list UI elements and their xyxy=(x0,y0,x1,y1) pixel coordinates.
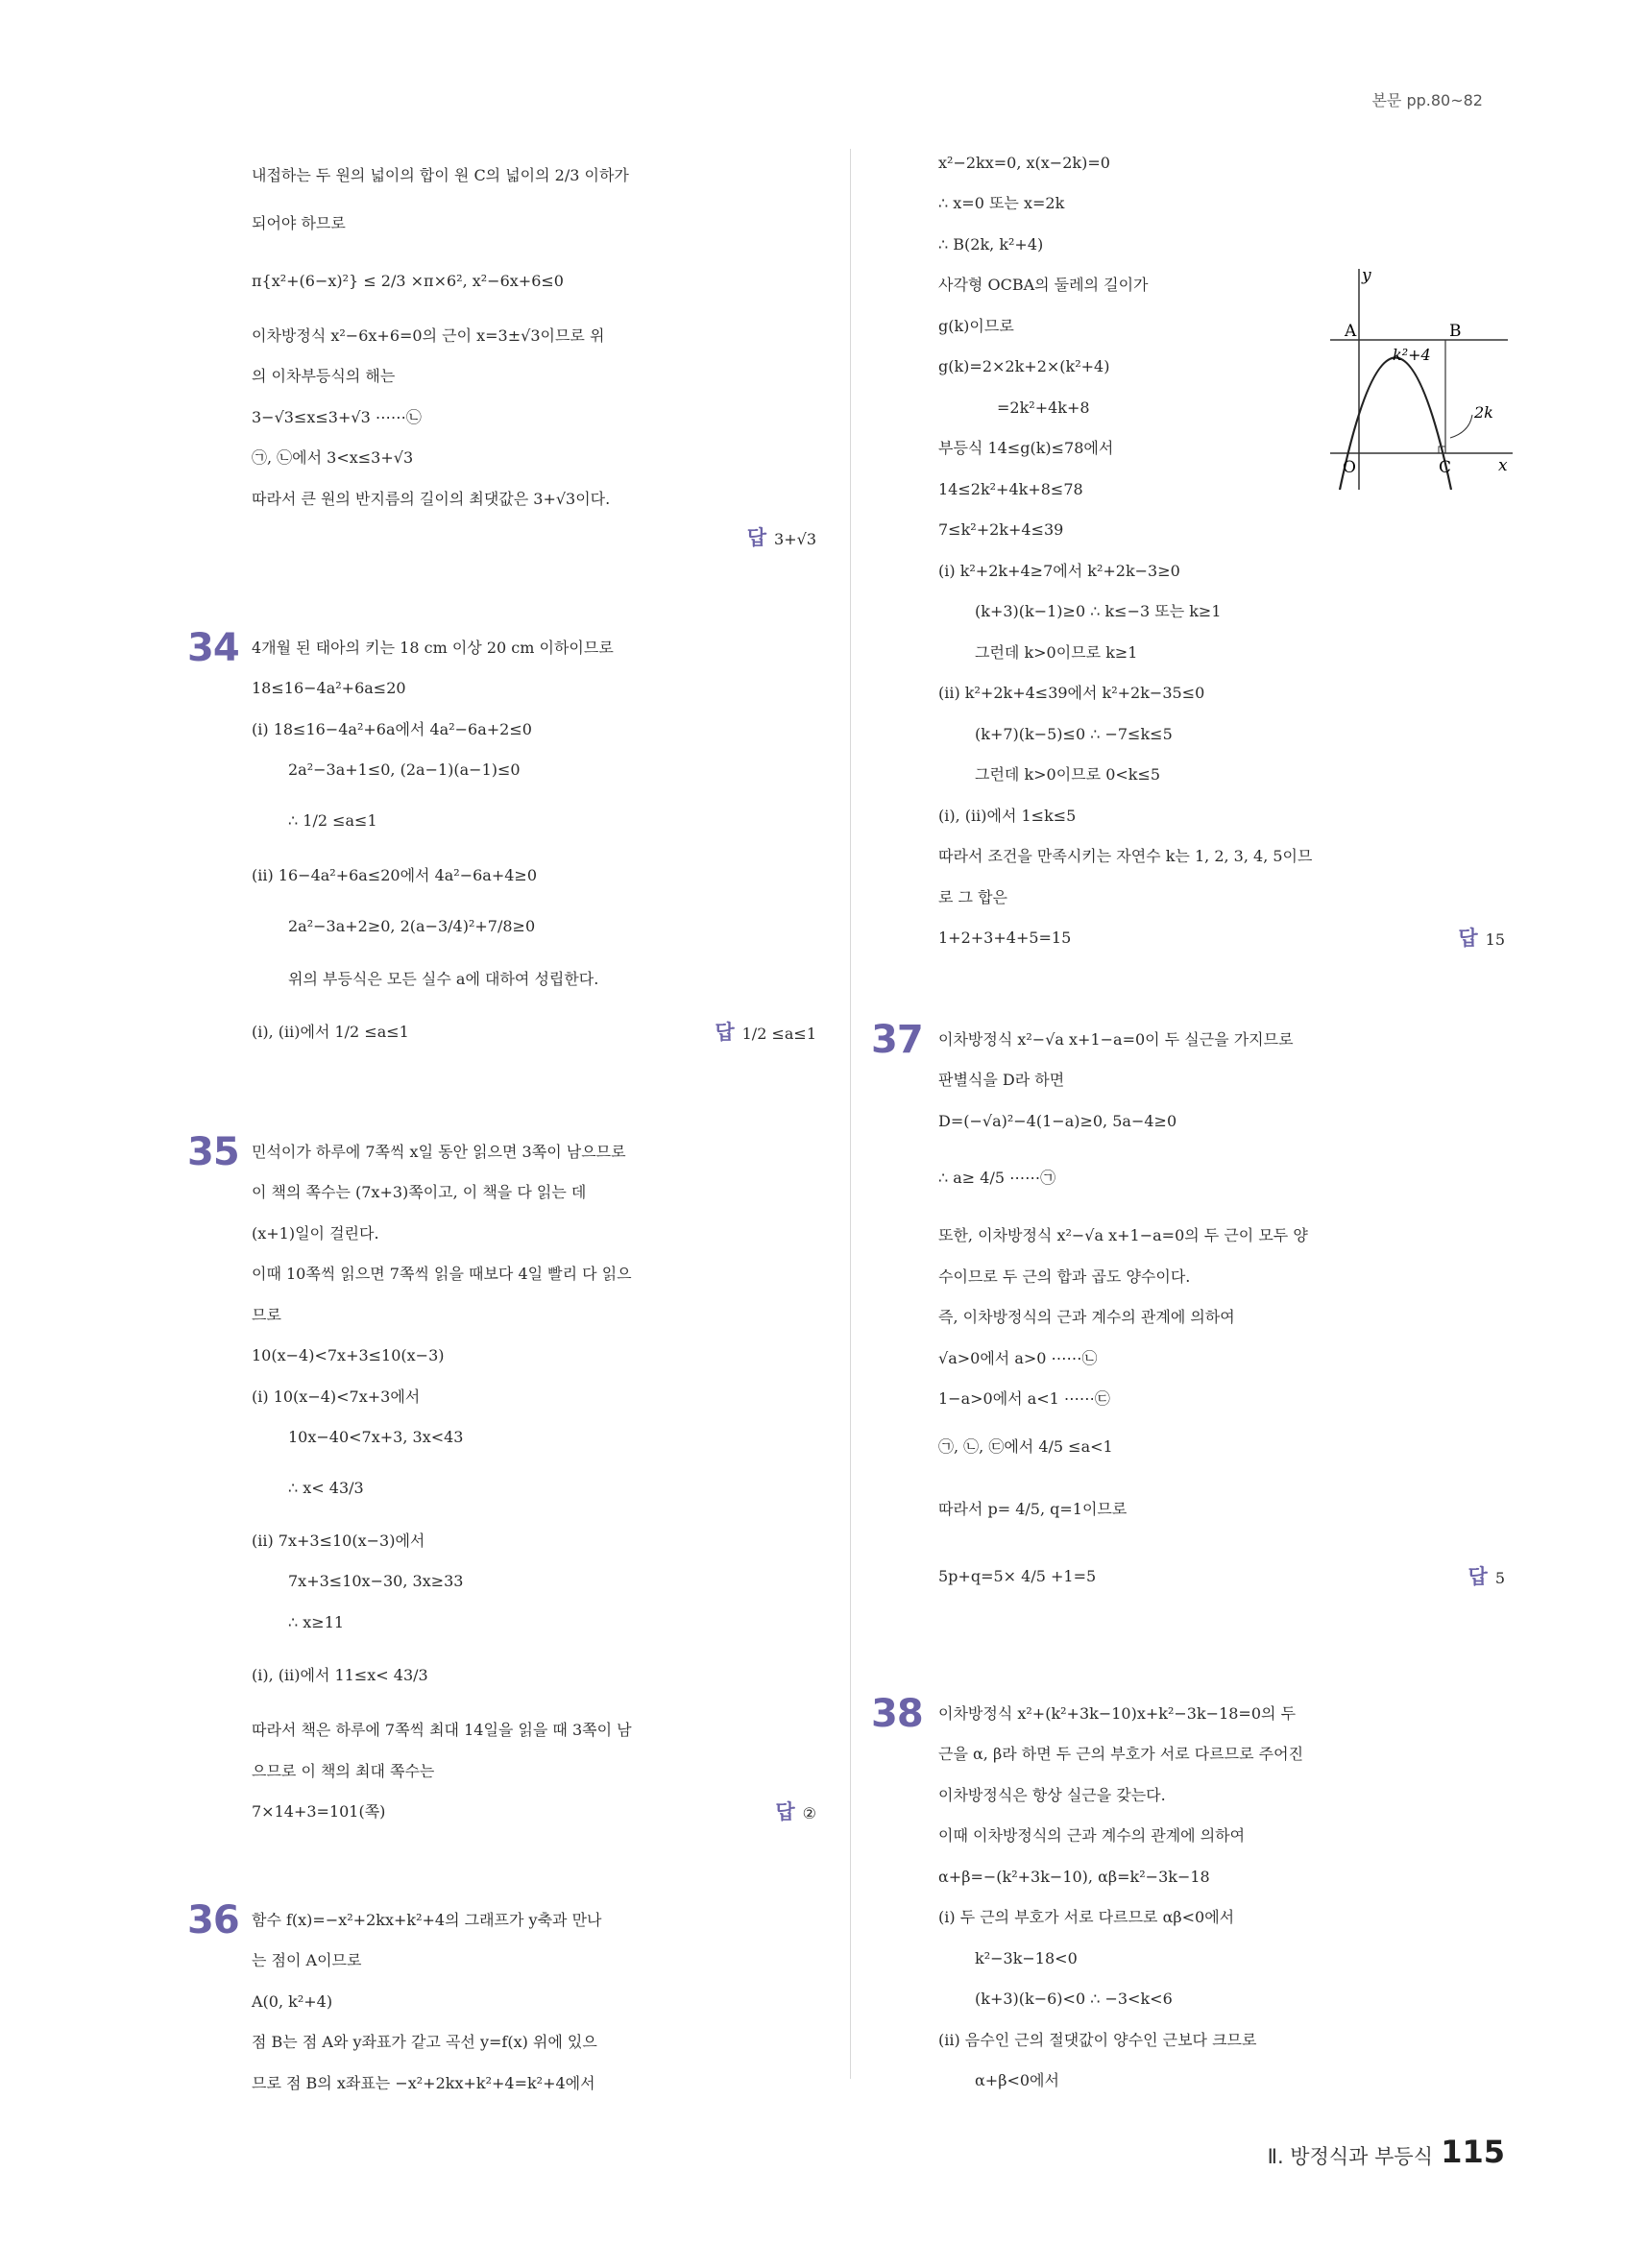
text-line: 10(x−4)<7x+3≤10(x−3) xyxy=(252,1346,445,1364)
answer-label: 답 xyxy=(775,1800,795,1823)
text-line: 7x+3≤10x−30, 3x≥33 xyxy=(288,1572,464,1590)
text-line: (ⅱ) 16−4a²+6a≤20에서 4a²−6a+4≥0 xyxy=(252,866,538,884)
text-line: √a>0에서 a>0 ⋯⋯㉡ xyxy=(938,1349,1098,1367)
text-line: 이때 이차방정식의 근과 계수의 관계에 의하여 xyxy=(938,1826,1246,1845)
point-c-label: C xyxy=(1439,458,1452,477)
text-line: 따라서 큰 원의 반지름의 길이의 최댓값은 3+√3이다. xyxy=(252,490,611,508)
text-line: 즉, 이차방정식의 근과 계수의 관계에 의하여 xyxy=(938,1308,1235,1326)
text-line: α+β<0에서 xyxy=(975,2071,1059,2089)
origin-label: O xyxy=(1343,458,1356,477)
text-line: 따라서 조건을 만족시키는 자연수 k는 1, 2, 3, 4, 5이므 xyxy=(938,847,1313,865)
answer xyxy=(747,523,816,554)
text-line: 1−a>0에서 a<1 ⋯⋯㉢ xyxy=(938,1389,1110,1408)
text-line: (ⅱ) 음수인 근의 절댓값이 양수인 근보다 크므로 xyxy=(938,2031,1257,2049)
text-line: π{x²+(6−x)²} ≤ 2/3 ×π×6², x²−6x+6≤0 xyxy=(252,272,564,290)
answer-value: 5 xyxy=(1494,1569,1505,1587)
text-line: 이때 10쪽씩 읽으면 7쪽씩 읽을 때보다 4일 빨리 다 읽으 xyxy=(252,1265,632,1283)
text-line: (k+3)(k−6)<0 ∴ −3<k<6 xyxy=(975,1990,1173,2008)
problem-number: 36 xyxy=(187,1898,239,1942)
answer-label: 답 xyxy=(746,526,767,549)
text-line: 으므로 이 책의 최대 쪽수는 xyxy=(252,1762,435,1780)
text-line: (ⅰ) 18≤16−4a²+6a에서 4a²−6a+2≤0 xyxy=(252,720,532,738)
text-line: ㉠, ㉡에서 3<x≤3+√3 xyxy=(252,448,414,467)
text-line: 18≤16−4a²+6a≤20 xyxy=(252,679,406,697)
text-line: 2a²−3a+1≤0, (2a−1)(a−1)≤0 xyxy=(288,760,521,779)
text-line: 내접하는 두 원의 넓이의 합이 원 C의 넓이의 2/3 이하가 xyxy=(252,166,629,184)
text-line: 1+2+3+4+5=15 xyxy=(938,929,1072,947)
text-line: 따라서 책은 하루에 7쪽씩 최대 14일을 읽을 때 3쪽이 남 xyxy=(252,1721,632,1739)
text-line: 이차방정식 x²+(k²+3k−10)x+k²−3k−18=0의 두 xyxy=(938,1704,1297,1723)
problem-number: 35 xyxy=(187,1130,239,1174)
text-line: 또한, 이차방정식 x²−√a x+1−a=0의 두 근이 모두 양 xyxy=(938,1226,1308,1244)
text-line: 그런데 k>0이므로 0<k≤5 xyxy=(975,765,1161,784)
answer xyxy=(1458,924,1505,954)
parabola-graph xyxy=(1330,269,1522,490)
answer xyxy=(775,1798,816,1828)
text-line: ∴ x=0 또는 x=2k xyxy=(938,194,1065,212)
section-title: Ⅱ. 방정식과 부등식 xyxy=(1267,2145,1433,2168)
text-line: 는 점이 A이므로 xyxy=(252,1951,362,1969)
column-divider xyxy=(850,149,851,2079)
text-line: 근을 α, β라 하면 두 근의 부호가 서로 다르므로 주어진 xyxy=(938,1745,1304,1763)
text-line: 므로 xyxy=(252,1306,281,1324)
text-line: (ⅰ), (ⅱ)에서 1≤k≤5 xyxy=(938,807,1077,825)
text-line: 수이므로 두 근의 합과 곱도 양수이다. xyxy=(938,1267,1191,1286)
text-line: 되어야 하므로 xyxy=(252,214,346,232)
text-line: 부등식 14≤g(k)≤78에서 xyxy=(938,439,1114,457)
text-line: (x+1)일이 걸린다. xyxy=(252,1224,379,1243)
point-a-label: A xyxy=(1345,322,1357,341)
text-line: k²−3k−18<0 xyxy=(975,1949,1078,1967)
text-line: (ⅰ) k²+2k+4≥7에서 k²+2k−3≥0 xyxy=(938,562,1180,580)
text-line: (ⅰ) 두 근의 부호가 서로 다르므로 αβ<0에서 xyxy=(938,1908,1235,1926)
text-line: 점 B는 점 A와 y좌표가 같고 곡선 y=f(x) 위에 있으 xyxy=(252,2033,597,2051)
answer-value: 1/2 ≤a≤1 xyxy=(741,1025,816,1043)
text-line: 이 책의 쪽수는 (7x+3)쪽이고, 이 책을 다 읽는 데 xyxy=(252,1183,587,1201)
text-line: 이차방정식 x²−6x+6=0의 근이 x=3±√3이므로 위 xyxy=(252,326,605,345)
width-pointer xyxy=(1450,415,1472,438)
text-line: x²−2kx=0, x(x−2k)=0 xyxy=(938,154,1110,172)
parabola-curve xyxy=(1340,358,1451,491)
text-line: =2k²+4k+8 xyxy=(997,398,1090,417)
height-label: k²+4 xyxy=(1393,346,1431,364)
text-line: A(0, k²+4) xyxy=(252,1992,333,2011)
text-line: (ⅰ), (ⅱ)에서 11≤x< 43/3 xyxy=(252,1666,428,1684)
text-line: 의 이차부등식의 해는 xyxy=(252,367,396,385)
point-b-label: B xyxy=(1449,322,1462,341)
text-line: ∴ x< 43/3 xyxy=(288,1479,364,1497)
width-label: 2k xyxy=(1474,403,1493,422)
text-line: 로 그 합은 xyxy=(938,888,1007,906)
text-line: 므로 점 B의 x좌표는 −x²+2kx+k²+4=k²+4에서 xyxy=(252,2074,595,2092)
text-line: 위의 부등식은 모든 실수 a에 대하여 성립한다. xyxy=(288,970,599,988)
page-number: 115 xyxy=(1441,2134,1505,2170)
text-line: D=(−√a)²−4(1−a)≥0, 5a−4≥0 xyxy=(938,1112,1177,1130)
text-line: 이차방정식 x²−√a x+1−a=0이 두 실근을 가지므로 xyxy=(938,1030,1294,1049)
answer-label: 답 xyxy=(1458,927,1478,950)
answer-label: 답 xyxy=(1467,1565,1488,1588)
text-line: 5p+q=5× 4/5 +1=5 xyxy=(938,1567,1097,1585)
text-line: (ⅱ) k²+2k+4≤39에서 k²+2k−35≤0 xyxy=(938,684,1205,702)
text-line: ∴ 1/2 ≤a≤1 xyxy=(288,811,377,830)
answer-value: ② xyxy=(802,1804,816,1822)
problem-number: 38 xyxy=(871,1692,923,1736)
answer-value: 15 xyxy=(1485,930,1505,949)
text-line: 2a²−3a+2≥0, 2(a−3/4)²+7/8≥0 xyxy=(288,917,536,935)
text-line: ∴ B(2k, k²+4) xyxy=(938,235,1044,253)
text-line: 함수 f(x)=−x²+2kx+k²+4의 그래프가 y축과 만나 xyxy=(252,1911,602,1929)
text-line: 14≤2k²+4k+8≤78 xyxy=(938,480,1083,498)
text-line: ∴ a≥ 4/5 ⋯⋯㉠ xyxy=(938,1169,1056,1187)
answer-value: 3+√3 xyxy=(774,530,816,548)
y-axis-label: y xyxy=(1362,269,1371,285)
text-line: g(k)=2×2k+2×(k²+4) xyxy=(938,357,1110,375)
text-line: α+β=−(k²+3k−10), αβ=k²−3k−18 xyxy=(938,1868,1210,1886)
text-line: 따라서 p= 4/5, q=1이므로 xyxy=(938,1500,1128,1518)
text-line: (k+7)(k−5)≤0 ∴ −7≤k≤5 xyxy=(975,725,1173,743)
problem-number: 34 xyxy=(187,626,239,670)
answer xyxy=(1468,1562,1505,1593)
text-line: 4개월 된 태아의 키는 18 cm 이상 20 cm 이하이므로 xyxy=(252,639,614,657)
text-line: (ⅰ) 10(x−4)<7x+3에서 xyxy=(252,1387,421,1406)
x-axis-label: x xyxy=(1498,456,1508,475)
text-line: 민석이가 하루에 7쪽씩 x일 동안 읽으면 3쪽이 남으므로 xyxy=(252,1143,626,1161)
answer-label: 답 xyxy=(715,1021,735,1044)
text-line: (k+3)(k−1)≥0 ∴ k≤−3 또는 k≥1 xyxy=(975,602,1222,620)
text-line: 7×14+3=101(쪽) xyxy=(252,1802,386,1821)
text-line: 판별식을 D라 하면 xyxy=(938,1071,1065,1089)
answer xyxy=(715,1018,816,1049)
text-line: (ⅰ), (ⅱ)에서 1/2 ≤a≤1 xyxy=(252,1023,409,1041)
text-line: 10x−40<7x+3, 3x<43 xyxy=(288,1428,464,1446)
text-line: ㉠, ㉡, ㉢에서 4/5 ≤a<1 xyxy=(938,1437,1113,1456)
page-reference: 본문 pp.80~82 xyxy=(1371,91,1483,109)
problem-number: 37 xyxy=(871,1018,923,1062)
text-line: 이차방정식은 항상 실근을 갖는다. xyxy=(938,1786,1166,1804)
text-line: (ⅱ) 7x+3≤10(x−3)에서 xyxy=(252,1532,425,1550)
text-line: g(k)이므로 xyxy=(938,317,1014,335)
text-line: 그런데 k>0이므로 k≥1 xyxy=(975,643,1138,662)
text-line: 사각형 OCBA의 둘레의 길이가 xyxy=(938,276,1149,294)
text-line: ∴ x≥11 xyxy=(288,1613,345,1631)
text-line: 3−√3≤x≤3+√3 ⋯⋯㉡ xyxy=(252,408,422,426)
text-line: 7≤k²+2k+4≤39 xyxy=(938,520,1064,539)
